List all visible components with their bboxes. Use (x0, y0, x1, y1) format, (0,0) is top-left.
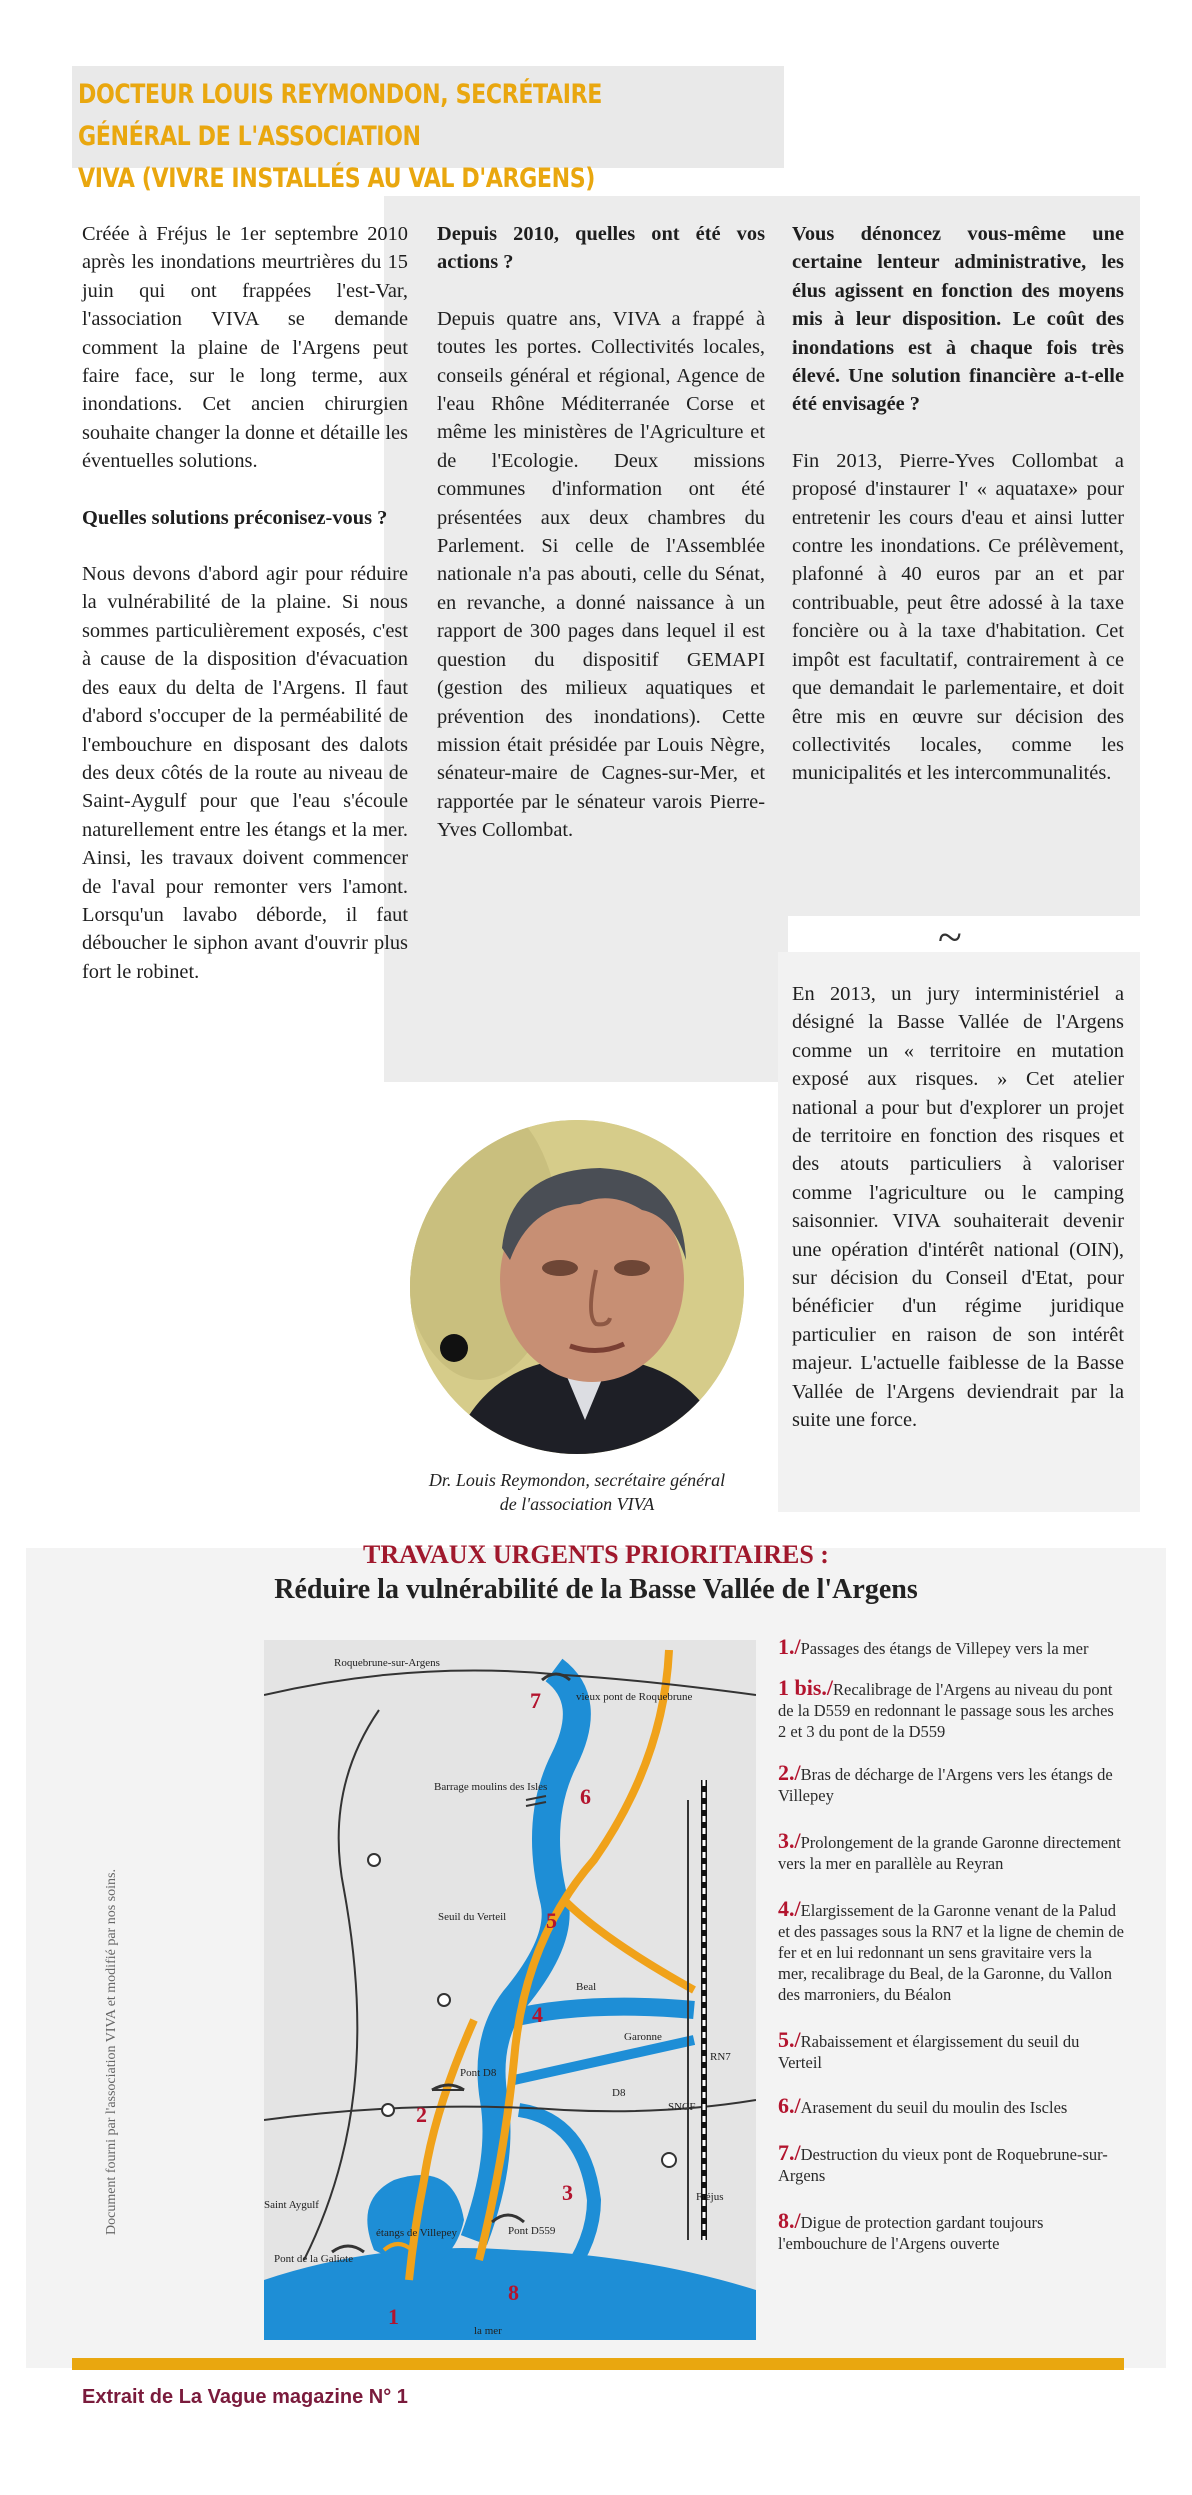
legend-number: 2./ (778, 1760, 801, 1785)
legend-item (778, 1636, 1124, 1659)
legend-item (778, 2029, 1124, 2073)
question-3: Vous dénoncez vous-même une certaine lenteur administrative, les élus agissent en fonction des moyens mis à leur disposition. Le coût des inondations est à chaque fois très élevé. Une solution financière a-t-elle été envisagée ? (792, 223, 1124, 416)
legend-text: Destruction du vieux pont de Roquebrune-sur-Argens (778, 2145, 1108, 2185)
legend-text: Arasement du seuil du moulin des Iscles (800, 2098, 1068, 2117)
legend-number: 1 bis./ (778, 1675, 834, 1700)
map-label-sncf: SNCF (668, 2101, 696, 2113)
answer-4: En 2013, un jury interministériel a désigné la Basse Vallée de l'Argens comme un « territoire en mutation exposé aux risques. » Cet atelier national a pour but d'explorer un projet de territoire en fonction des risques et des atouts particuliers à valoriser comme l'agriculture ou le camping saisonnier. VIVA souhaiterait devenir une opération d'intérêt national (OIN), sur décision du Conseil d'Etat, pour bénéficier d'un régime juridique particulier en raison de son intérêt majeur. L'actuelle faiblesse de la Basse Vallée de l'Argens deviendrait par la suite une force. (792, 983, 1124, 1432)
portrait-photo (410, 1120, 744, 1454)
legend-number: 1./ (778, 1634, 801, 1659)
map-label-pont-galiote: Pont de la Galiote (274, 2253, 354, 2265)
legend-item (778, 2142, 1124, 2186)
legend-item (778, 2210, 1124, 2254)
map-label-rn7: RN7 (710, 2051, 731, 2063)
legend-item (778, 1830, 1124, 1874)
map-number-5: 5 (546, 1908, 557, 1933)
map-number-3: 3 (562, 2180, 573, 2205)
legend-number: 5./ (778, 2027, 801, 2052)
map-label-d8: D8 (612, 2087, 626, 2099)
question-1: Quelles solutions préconisez-vous ? (82, 506, 388, 529)
map-label-frejus: Fréjus (696, 2191, 724, 2203)
answer-1: Nous devons d'abord agir pour réduire la vulnérabilité de la plaine. Si nous sommes particulièrement exposés, c'est à cause de la disposition d'évacuation des eaux du delta de l'Argens. Il faut d'abord s'occuper de la perméabilité de l'embouchure en disposant des dalots des deux côtés de la route au niveau de Saint-Aygulf pour que l'eau s'écoule naturellement entre les étangs et la mer. Ainsi, les travaux doivent commencer de l'aval pour remonter vers l'amont. Lorsqu'un lavabo déborde, il faut déboucher le siphon avant d'ouvrir plus fort le robinet. (82, 563, 408, 983)
map-label-pont-d559: Pont D559 (508, 2225, 556, 2237)
section-separator: ~ (938, 913, 962, 962)
legend-number: 6./ (778, 2093, 801, 2118)
intro-paragraph: Créée à Fréjus le 1er septembre 2010 après les inondations meurtrières du 15 juin qui ont frappées l'est-Var, l'association VIVA se demande comment la plaine de l'Argens peut faire face, sur le long terme, aux inondations. Cet ancien chirurgien souhaite changer la donne et détaille les éventuelles solutions. (82, 223, 408, 473)
legend-text: Prolongement de la grande Garonne directement vers la mer en parallèle au Reyran (778, 1833, 1121, 1873)
map-number-4: 4 (532, 2002, 543, 2027)
legend-text: Digue de protection gardant toujours l'embouchure de l'Argens ouverte (778, 2213, 1044, 2253)
map-label-barrage: Barrage moulins des Isles (434, 1781, 548, 1793)
column-2 (437, 220, 765, 873)
map-number-6: 6 (580, 1784, 591, 1809)
works-legend (778, 1636, 1124, 2254)
legend-number: 8./ (778, 2208, 801, 2233)
document-credit-text: Document fourni par l'association VIVA et modifié par nos soins. (104, 1869, 119, 2235)
photo-caption (400, 1468, 754, 1516)
column-3 (792, 220, 1124, 816)
map-label-garonne: Garonne (624, 2031, 662, 2043)
answer-2: Depuis quatre ans, VIVA a frappé à toutes les portes. Collectivités locales, conseils général et régional, Agence de l'eau Rhône Méditerranée Corse et même les ministères de l'Agriculture et de l'Ecologie. Deux missions communes d'information ont été présentées aux deux chambres du Parlement. Si celle de l'Assemblée nationale n'a pas abouti, celle du Sénat, en revanche, a donné naissance à un rapport de 300 pages dans lequel il est question du dispositif GEMAPI (gestion des milieux aquatiques et prévention des inondations). Cette mission était présidée par Louis Nègre, sénateur-maire de Cagnes-sur-Mer, et rapportée par le sénateur varois Pierre-Yves Collombat. (437, 307, 765, 842)
map-label-saint-aygulf: Saint Aygulf (264, 2199, 319, 2211)
argens-map (264, 1640, 756, 2340)
legend-text: Elargissement de la Garonne venant de la Palud et des passages sous la RN7 et la ligne de chemin de fer et en lui redonnant un sens gravitaire vers la mer, recalibrage du Beal, de la Garonne, du Vallon des marroniers, du Béalon (778, 1901, 1124, 2004)
map-label-pont-d8: Pont D8 (460, 2067, 497, 2079)
map-label-roquebrune: Roquebrune-sur-Argens (334, 1657, 440, 1669)
article-title (78, 74, 668, 200)
map-label-seuil: Seuil du Verteil (438, 1911, 507, 1923)
legend-item (778, 1898, 1124, 2005)
column-1 (82, 220, 408, 1014)
map-number-1: 1 (388, 2304, 399, 2329)
map-label-etangs: étangs de Villepey (376, 2227, 458, 2239)
question-2: Depuis 2010, quelles ont été vos actions ? (437, 223, 765, 274)
answer-3: Fin 2013, Pierre-Yves Collombat a proposé d'instaurer l' « aquataxe» pour entretenir les cours d'eau et ainsi lutter contre les inondations. Ce prélèvement, plafonné à 40 euros par an et par contribuable, peut être adossé à la taxe foncière ou à la taxe d'habitation. Cet impôt est facultatif, contrairement à ce que demandait le parlementaire, et doit être mis en œuvre sur décision des collectivités locales, comme les municipalités et les intercommunalités. (792, 449, 1124, 785)
legend-number: 3./ (778, 1828, 801, 1853)
column-3-continued (792, 980, 1124, 1463)
legend-item (778, 2095, 1124, 2118)
legend-text: Bras de décharge de l'Argens vers les étangs de Villepey (778, 1765, 1113, 1805)
works-subtitle: Réduire la vulnérabilité de la Basse Vallée de l'Argens (274, 1574, 918, 1605)
footer-accent-bar (72, 2358, 1124, 2370)
legend-item (778, 1677, 1124, 1742)
map-number-7: 7 (530, 1688, 541, 1713)
works-title: TRAVAUX URGENTS PRIORITAIRES : (363, 1540, 829, 1569)
map-number-8: 8 (508, 2280, 519, 2305)
caption-line-2: de l'association VIVA (499, 1494, 655, 1514)
legend-text: Passages des étangs de Villepey vers la mer (800, 1639, 1089, 1658)
caption-line-1: Dr. Louis Reymondon, secrétaire général (428, 1470, 726, 1490)
map-number-2: 2 (416, 2102, 427, 2127)
legend-number: 7./ (778, 2140, 801, 2165)
map-label-vieux-pont: vieux pont de Roquebrune (576, 1691, 693, 1703)
legend-item (778, 1762, 1124, 1806)
document-credit (104, 1755, 120, 2235)
legend-text: Recalibrage de l'Argens au niveau du pont de la D559 en redonnant le passage sous les arches 2 et 3 du pont de la D559 (778, 1680, 1114, 1741)
title-line-1: DOCTEUR LOUIS REYMONDON, SECRÉTAIRE GÉNÉRAL DE L'ASSOCIATION (78, 79, 602, 152)
map-label-beal: Beal (576, 1981, 597, 1993)
legend-text: Rabaissement et élargissement du seuil du Verteil (778, 2032, 1080, 2072)
legend-number: 4./ (778, 1896, 801, 1921)
map-label-la-mer: la mer (474, 2325, 502, 2337)
footer-source: Extrait de La Vague magazine N° 1 (82, 2386, 408, 2408)
title-line-2: VIVA (VIVRE INSTALLÉS AU VAL D'ARGENS) (78, 163, 595, 194)
